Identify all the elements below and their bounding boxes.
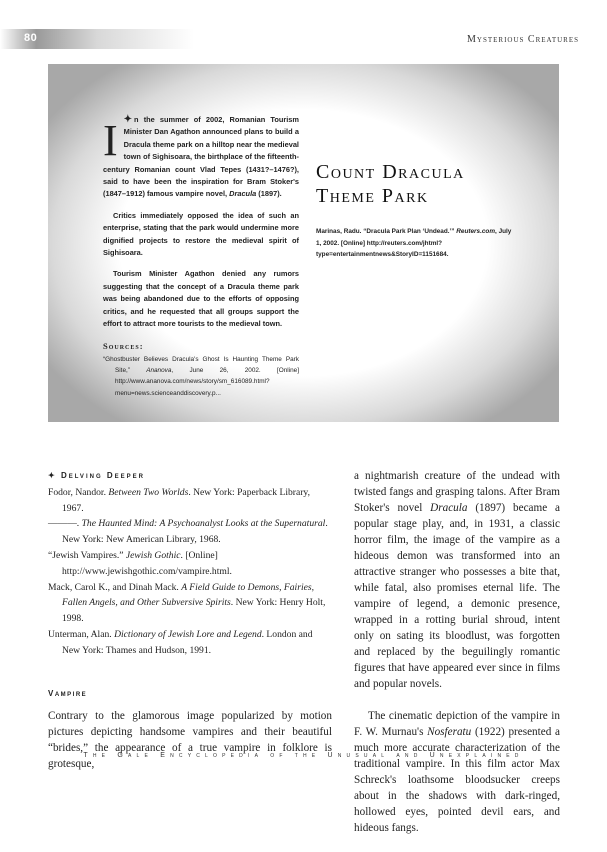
bibliography-item: ———. The Haunted Mind: A Psychoanalyst Looks at the Supernatural. New York: New American Library, 1968.	[48, 518, 328, 546]
sources-heading: Sources:	[103, 340, 144, 351]
sidebar-paragraph-2: Critics immediately opposed the idea of such an enterprise, stating that the park would undermine more dignified projects to restore the medieval spirit of Sighisoara.	[103, 210, 299, 258]
source-item: “Ghostbuster Believes Dracula's Ghost Is Haunting Theme Park Site,” Ananova, June 26, 2002. [Online] http://www.ananova.com/news/story/sm_616089.html?menu=news.scienceanddiscovery.p...	[103, 355, 299, 397]
bibliography-item: Unterman, Alan. Dictionary of Jewish Lore and Legend. London and New York: Thames and Hudson, 1991.	[48, 628, 313, 656]
sidebar-paragraph-3: Tourism Minister Agathon denied any rumors suggesting that the concept of a Dracula theme park was being abandoned due to the efforts of opposing critics, and he requested that all groups support the effort to attract more tourists to the medieval town.	[103, 269, 299, 329]
right-column	[354, 468, 560, 852]
sidebar-body	[103, 114, 299, 399]
bibliography-item: Mack, Carol K., and Dinah Mack. A Field Guide to Demons, Fairies, Fallen Angels, and Other Subversive Spirits. New York: Henry Holt, 1998.	[48, 581, 326, 625]
body-paragraph: The cinematic depiction of the vampire in F. W. Murnau's Nosferatu (1922) presented a much more accurate characterization of the traditional vampire. In this film actor Max Schreck's loathsome bloodsucker creeps about in the shadows with dark-ringed, hollowed eyes, pointed devil ears, and hideous fangs.	[354, 710, 560, 834]
body-paragraph: a nightmarish creature of the undead with twisted fangs and grasping talons. After Bram Stoker's novel Dracula (1897) became a popular stage play, and, in 1931, a classic horror film, the image of the vampire as a hideous demon was transformed into an attractive stranger who possesses a bite that, while fatal, also promises eternal life. The vampire of legend, a demonic presence, wrapped in a rotting burial shroud, intent only on sating its bloodlust, was forgotten and replaced by the beguilingly romantic figures that have appeared ever since in films and popular novels.	[354, 470, 561, 690]
sidebar-title: Count Dracula Theme Park	[316, 161, 465, 207]
bibliography-item: “Jewish Vampires.” Jewish Gothic. [Online] http://www.jewishgothic.com/vampire.html.	[48, 549, 232, 577]
page-number: 80	[24, 32, 38, 44]
footer-title: The Gale Encyclopedia of the Unusual and Unexplained	[83, 752, 524, 759]
delving-deeper-heading: ✦ Delving Deeper	[48, 471, 145, 480]
running-title: Mysterious Creatures	[467, 34, 579, 45]
left-column	[48, 468, 332, 772]
sidebar-reference: Marinas, Radu. “Dracula Park Plan ‘Undead.’” Reuters.com, July 1, 2002. [Online] http://reuters.com/jhtml?type=entertainmentnews&StoryID=1151684.	[316, 228, 512, 258]
bibliography-item: Fodor, Nandor. Between Two Worlds. New York: Paperback Library, 1967.	[48, 486, 310, 514]
vampire-intro: Contrary to the glamorous image popularized by motion pictures depicting handsome vampires and their beautiful “brides,” the appearance of a true vampire in folklore is grotesque,	[48, 710, 332, 771]
sidebar-paragraph-1: I ✦ n the summer of 2002, Romanian Tourism Minister Dan Agathon announced plans to build a Dracula theme park on a hilltop near the medieval town of Sighisoara, the birthplace of the fifteenth-century Romanian count Vlad Tepes (1431?–1476?), said to have been the inspiration for Bram Stoker's (1847–1912) famous vampire novel, Dracula (1897).	[103, 114, 299, 199]
drop-cap: I	[103, 116, 118, 165]
vampire-heading: Vampire	[48, 688, 88, 698]
diamond-icon: ✦	[48, 471, 61, 480]
diamond-icon: ✦	[123, 114, 133, 125]
